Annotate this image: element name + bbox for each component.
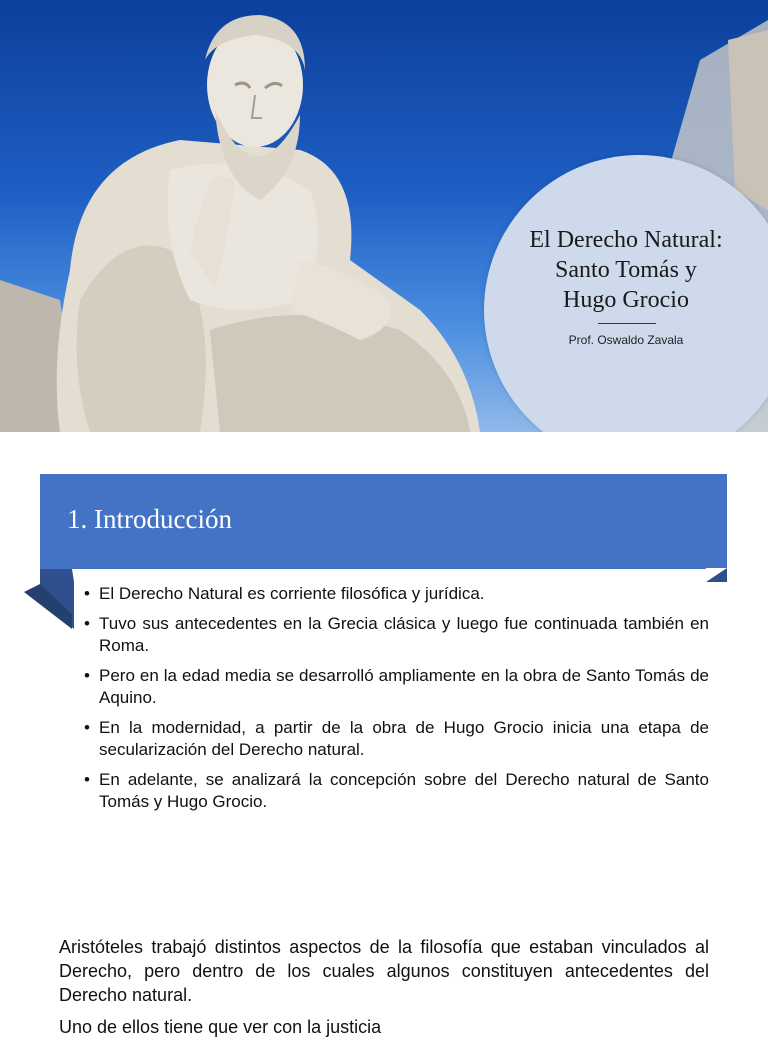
section-heading: 1. Introducción	[67, 504, 232, 534]
banner-fold-right	[706, 568, 728, 582]
list-item: • El Derecho Natural es corriente filosófica y jurídica.	[84, 584, 485, 603]
title-line: Santo Tomás y	[555, 257, 697, 283]
list-item: • Pero en la edad media se desarrolló ampliamente en la obra de Santo Tomás de Aquino.	[84, 666, 709, 707]
list-item: • En la modernidad, a partir de la obra de Hugo Grocio inicia una etapa de secularización del Derecho natural.	[84, 718, 709, 759]
intro-slide	[0, 432, 768, 910]
paragraph: Uno de ellos tiene que ver con la justicia	[59, 1017, 382, 1037]
author-name: Prof. Oswaldo Zavala	[568, 333, 684, 347]
bullet-list	[84, 583, 709, 821]
list-item: • En adelante, se analizará la concepción sobre del Derecho natural de Santo Tomás y Hugo Grocio.	[84, 770, 709, 811]
aristotle-slide	[59, 935, 709, 1047]
section-banner	[40, 474, 727, 569]
title-divider	[598, 323, 656, 324]
title-line: Hugo Grocio	[563, 287, 689, 313]
title-line: El Derecho Natural:	[529, 227, 723, 253]
list-item: • Tuvo sus antecedentes en la Grecia clásica y luego fue continuada también en Roma.	[84, 614, 709, 655]
slide-title	[496, 225, 756, 315]
title-slide	[0, 0, 768, 432]
paragraph: Aristóteles trabajó distintos aspectos de la filosofía que estaban vinculados al Derecho, pero dentro de los cuales algunos constituyen antecedentes del Derecho natural.	[59, 937, 709, 1005]
